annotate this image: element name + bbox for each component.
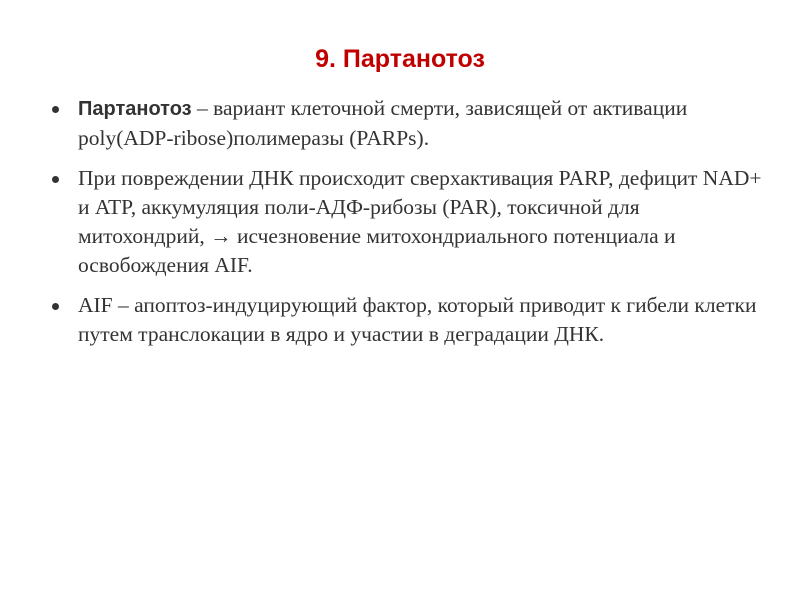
- bullet-text: AIF – апоптоз-индуцирующий фактор, который приводит к гибели клетки путем транслокации в ядро и участии в деградации ДНК.: [78, 293, 757, 346]
- bullet-item: [44, 164, 764, 280]
- bullet-text: При повреждении ДНК происходит сверхактивация PARP, дефицит NAD+ и ATP, аккумуляция поли-АДФ-рибозы (PAR), токсичной для митохондрий, → исчезновение митохондриального потенциала и освобождения AIF.: [78, 166, 762, 277]
- bullet-dot-icon: [52, 106, 59, 113]
- bullet-dot-icon: [52, 176, 59, 183]
- bullet-item: [44, 94, 764, 153]
- slide-title: 9. Партанотоз: [315, 45, 485, 73]
- bullet-item: [44, 291, 764, 349]
- bullet-text: – вариант клеточной смерти, зависящей от активации poly(ADP-ribose)полимеразы (PARPs).: [78, 96, 688, 150]
- bullet-list: [44, 94, 764, 360]
- bullet-term: Партанотоз: [78, 98, 192, 120]
- bullet-dot-icon: [52, 303, 59, 310]
